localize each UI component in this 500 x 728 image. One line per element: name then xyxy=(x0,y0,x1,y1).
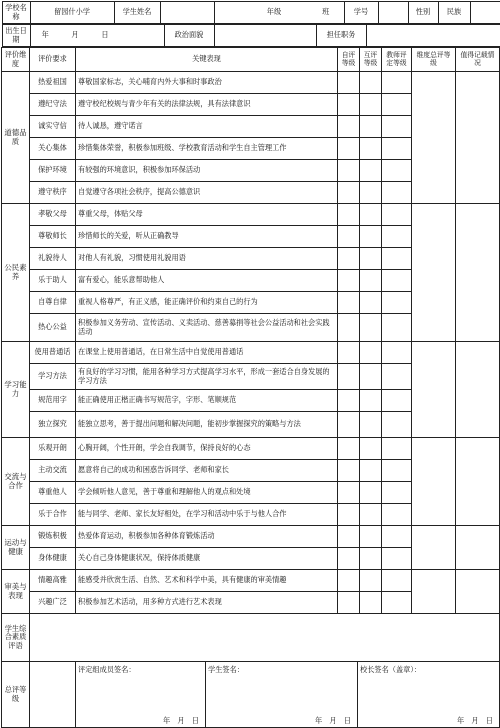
col-notes: 值得记载情况 xyxy=(456,48,500,72)
behavior-text: 珍惜集体荣誉，积极参加班级、学校教育活动和学生自主管理工作 xyxy=(76,138,338,160)
peer-grade-field[interactable] xyxy=(360,292,382,314)
item-label: 乐观开朗 xyxy=(30,438,76,460)
self-grade-field[interactable] xyxy=(338,138,360,160)
principal-sign-cell[interactable] xyxy=(358,662,500,728)
student-sign-cell[interactable] xyxy=(206,662,358,728)
item-label: 独立探究 xyxy=(30,412,76,438)
class-field[interactable] xyxy=(294,2,308,24)
notes-field[interactable] xyxy=(456,526,500,570)
self-grade-field[interactable] xyxy=(338,116,360,138)
dimension-label: 公民素养 xyxy=(2,204,30,342)
teacher-grade-field[interactable] xyxy=(382,342,412,364)
notes-field[interactable] xyxy=(456,72,500,204)
committee-sign-label: 评定组成员签名： xyxy=(78,665,136,674)
behavior-text: 珍惜师长的关爱，听从正确教导 xyxy=(76,226,338,248)
behavior-text: 在课堂上使用普通话，在日常生活中自觉使用普通话 xyxy=(76,342,338,364)
behavior-text: 关心自己身体健康状况，保持体质健康 xyxy=(76,548,338,570)
self-grade-field[interactable] xyxy=(338,412,360,438)
behavior-text: 重视人格尊严，有正义感，能正确评价和约束自己的行为 xyxy=(76,292,338,314)
peer-grade-field[interactable] xyxy=(360,438,382,460)
ethnicity-field[interactable] xyxy=(470,2,500,24)
committee-date: 年 月 日 xyxy=(163,715,199,725)
header-row-2 xyxy=(2,24,500,47)
peer-grade-field[interactable] xyxy=(360,482,382,504)
overall-label: 总评等级 xyxy=(2,662,30,728)
school-name-label: 学校名称 xyxy=(2,2,30,24)
teacher-grade-field[interactable] xyxy=(382,504,412,526)
notes-field[interactable] xyxy=(456,570,500,614)
teacher-grade-field[interactable] xyxy=(382,138,412,160)
peer-grade-field[interactable] xyxy=(360,548,382,570)
self-grade-field[interactable] xyxy=(338,72,360,94)
dimension-label: 道德品质 xyxy=(2,72,30,204)
behavior-text: 能独立思考，善于提出问题和解决问题，能初步掌握探究的策略与方法 xyxy=(76,412,338,438)
column-header-row xyxy=(2,48,500,72)
teacher-grade-field[interactable] xyxy=(382,94,412,116)
self-grade-field[interactable] xyxy=(338,526,360,548)
col-item: 评价要求 xyxy=(30,48,76,72)
behavior-text: 能与同学、老师、家长友好相处，在学习和活动中乐于与他人合作 xyxy=(76,504,338,526)
peer-grade-field[interactable] xyxy=(360,204,382,226)
student-name-field[interactable] xyxy=(160,2,214,24)
self-grade-field[interactable] xyxy=(338,390,360,412)
teacher-grade-field[interactable] xyxy=(382,292,412,314)
duty-label: 担任职务 xyxy=(316,25,366,47)
principal-date: 年 月 日 xyxy=(457,715,493,725)
item-label: 遵守秩序 xyxy=(30,182,76,204)
teacher-grade-field[interactable] xyxy=(382,204,412,226)
teacher-grade-field[interactable] xyxy=(382,526,412,548)
evaluation-table xyxy=(1,1,500,614)
item-label: 情趣高雅 xyxy=(30,570,76,592)
item-label: 使用普通话 xyxy=(30,342,76,364)
principal-sign-label: 校长签名（盖章）： xyxy=(360,665,422,674)
col-self: 自评等级 xyxy=(338,48,360,72)
teacher-grade-field[interactable] xyxy=(382,270,412,292)
peer-grade-field[interactable] xyxy=(360,342,382,364)
gender-label: 性别 xyxy=(408,2,438,24)
committee-sign-cell[interactable] xyxy=(76,662,206,728)
peer-grade-field[interactable] xyxy=(360,504,382,526)
summary-table xyxy=(1,613,500,728)
teacher-grade-field[interactable] xyxy=(382,364,412,390)
item-label: 保护环境 xyxy=(30,160,76,182)
birth-month: 月 xyxy=(60,25,90,47)
teacher-grade-field[interactable] xyxy=(382,160,412,182)
teacher-grade-field[interactable] xyxy=(382,226,412,248)
peer-grade-field[interactable] xyxy=(360,460,382,482)
item-label: 尊重他人 xyxy=(30,482,76,504)
peer-grade-field[interactable] xyxy=(360,390,382,412)
teacher-grade-field[interactable] xyxy=(382,460,412,482)
peer-grade-field[interactable] xyxy=(360,182,382,204)
self-grade-field[interactable] xyxy=(338,94,360,116)
grade-label: 年级 xyxy=(254,2,294,24)
self-grade-field[interactable] xyxy=(338,248,360,270)
duty-field[interactable] xyxy=(366,25,500,47)
table-row xyxy=(2,526,500,548)
comment-label: 学生综合素质评语 xyxy=(2,614,30,662)
behavior-text: 学会倾听他人意见，善于尊重和理解他人的观点和处境 xyxy=(76,482,338,504)
peer-grade-field[interactable] xyxy=(360,592,382,614)
peer-grade-field[interactable] xyxy=(360,570,382,592)
total-grade-field[interactable] xyxy=(412,438,456,526)
table-row xyxy=(2,204,500,226)
peer-grade-field[interactable] xyxy=(360,364,382,390)
total-grade-field[interactable] xyxy=(412,526,456,570)
item-label: 诚实守信 xyxy=(30,116,76,138)
dimension-label: 审美与表现 xyxy=(2,570,30,614)
dimension-label: 交流与合作 xyxy=(2,438,30,526)
item-label: 身体健康 xyxy=(30,548,76,570)
total-grade-field[interactable] xyxy=(412,204,456,342)
item-label: 自尊自律 xyxy=(30,292,76,314)
behavior-text: 尊敬国家标志，关心哺育内外大事和时事政治 xyxy=(76,72,338,94)
behavior-text: 能正确使用正楷正确书写规范字，字形、笔顺规范 xyxy=(76,390,338,412)
self-grade-field[interactable] xyxy=(338,592,360,614)
ethnicity-label: 民族 xyxy=(438,2,470,24)
notes-field[interactable] xyxy=(456,438,500,526)
birth-spacer xyxy=(120,25,164,47)
peer-grade-field[interactable] xyxy=(360,72,382,94)
table-row xyxy=(2,342,500,364)
self-grade-field[interactable] xyxy=(338,482,360,504)
overall-field[interactable] xyxy=(30,662,76,728)
behavior-text: 富有爱心，能乐意帮助他人 xyxy=(76,270,338,292)
behavior-text: 有良好的学习习惯，能用各种学习方式提高学习水平，形成一套适合自身发展的学习方法 xyxy=(76,364,338,390)
item-label: 热心公益 xyxy=(30,314,76,342)
peer-grade-field[interactable] xyxy=(360,270,382,292)
self-grade-field[interactable] xyxy=(338,570,360,592)
self-grade-field[interactable] xyxy=(338,182,360,204)
total-grade-field[interactable] xyxy=(412,342,456,438)
student-name-label: 学生姓名 xyxy=(114,2,160,24)
teacher-grade-field[interactable] xyxy=(382,182,412,204)
self-grade-field[interactable] xyxy=(338,226,360,248)
behavior-text: 心胸开阔，个性开朗，学会自我调节，保持良好的心态 xyxy=(76,438,338,460)
item-label: 规范用字 xyxy=(30,390,76,412)
item-label: 锻炼积极 xyxy=(30,526,76,548)
table-row xyxy=(2,438,500,460)
item-label: 热爱祖国 xyxy=(30,72,76,94)
behavior-text: 待人诚恳，遵守诺言 xyxy=(76,116,338,138)
behavior-text: 自觉遵守各项社会秩序，提高公德意识 xyxy=(76,182,338,204)
item-label: 主动交流 xyxy=(30,460,76,482)
self-grade-field[interactable] xyxy=(338,160,360,182)
self-grade-field[interactable] xyxy=(338,364,360,390)
header-row-1 xyxy=(2,1,500,24)
self-grade-field[interactable] xyxy=(338,292,360,314)
student-id-label: 学号 xyxy=(344,2,378,24)
table-row xyxy=(2,72,500,94)
behavior-text: 积极参加义务劳动、宣传活动、义卖活动、慈善募捐等社会公益活动和社会实践活动 xyxy=(76,314,338,342)
teacher-grade-field[interactable] xyxy=(382,390,412,412)
teacher-grade-field[interactable] xyxy=(382,314,412,342)
peer-grade-field[interactable] xyxy=(360,412,382,438)
birth-year: 年 xyxy=(30,25,60,47)
item-label: 孝敬父母 xyxy=(30,204,76,226)
item-label: 乐于合作 xyxy=(30,504,76,526)
total-grade-field[interactable] xyxy=(412,570,456,614)
peer-grade-field[interactable] xyxy=(360,526,382,548)
self-grade-field[interactable] xyxy=(338,270,360,292)
col-behavior: 关键表现 xyxy=(76,48,338,72)
student-sign-label: 学生签名： xyxy=(208,665,244,674)
behavior-text: 能感受并欣赏生活、自然、艺术和科学中美，具有健康的审美情趣 xyxy=(76,570,338,592)
dimension-label: 学习能力 xyxy=(2,342,30,438)
peer-grade-field[interactable] xyxy=(360,160,382,182)
col-teacher: 教师评定等级 xyxy=(382,48,412,72)
self-grade-field[interactable] xyxy=(338,504,360,526)
item-label: 乐于助人 xyxy=(30,270,76,292)
behavior-text: 积极参加艺术活动，用多种方式进行艺术表现 xyxy=(76,592,338,614)
teacher-grade-field[interactable] xyxy=(382,248,412,270)
behavior-text: 尊重父母，体贴父母 xyxy=(76,204,338,226)
notes-field[interactable] xyxy=(456,204,500,342)
col-peer: 互评等级 xyxy=(360,48,382,72)
self-grade-field[interactable] xyxy=(338,314,360,342)
peer-grade-field[interactable] xyxy=(360,248,382,270)
behavior-text: 愿意将自己的成功和困惑告诉同学、老师和家长 xyxy=(76,460,338,482)
teacher-grade-field[interactable] xyxy=(382,592,412,614)
teacher-grade-field[interactable] xyxy=(382,438,412,460)
item-label: 尊敬师长 xyxy=(30,226,76,248)
grade-field[interactable] xyxy=(214,2,254,24)
teacher-grade-field[interactable] xyxy=(382,72,412,94)
peer-grade-field[interactable] xyxy=(360,94,382,116)
birth-label: 出生日期 xyxy=(2,25,30,47)
school-name-value: 留园什小学 xyxy=(30,2,114,24)
peer-grade-field[interactable] xyxy=(360,314,382,342)
col-total: 维度总评等级 xyxy=(412,48,456,72)
self-grade-field[interactable] xyxy=(338,204,360,226)
political-field[interactable] xyxy=(214,25,316,47)
self-grade-field[interactable] xyxy=(338,460,360,482)
teacher-grade-field[interactable] xyxy=(382,116,412,138)
notes-field[interactable] xyxy=(456,342,500,438)
col-dimension: 评价维度 xyxy=(2,48,30,72)
peer-grade-field[interactable] xyxy=(360,116,382,138)
self-grade-field[interactable] xyxy=(338,548,360,570)
item-label: 兴趣广泛 xyxy=(30,592,76,614)
peer-grade-field[interactable] xyxy=(360,226,382,248)
table-row xyxy=(2,570,500,592)
student-id-field[interactable] xyxy=(378,2,408,24)
teacher-grade-field[interactable] xyxy=(382,412,412,438)
birth-day: 日 xyxy=(90,25,120,47)
peer-grade-field[interactable] xyxy=(360,138,382,160)
political-label: 政治面貌 xyxy=(164,25,214,47)
comment-field[interactable] xyxy=(30,614,500,662)
behavior-text: 对他人有礼貌，习惯使用礼貌用语 xyxy=(76,248,338,270)
teacher-grade-field[interactable] xyxy=(382,548,412,570)
total-grade-field[interactable] xyxy=(412,72,456,204)
dimension-label: 运动与健康 xyxy=(2,526,30,570)
item-label: 学习方法 xyxy=(30,364,76,390)
item-label: 礼貌待人 xyxy=(30,248,76,270)
student-date: 年 月 日 xyxy=(315,715,351,725)
item-label: 关心集体 xyxy=(30,138,76,160)
self-grade-field[interactable] xyxy=(338,438,360,460)
self-grade-field[interactable] xyxy=(338,342,360,364)
class-label: 班 xyxy=(308,2,344,24)
teacher-grade-field[interactable] xyxy=(382,482,412,504)
behavior-text: 热爱体育运动，积极参加各种体育锻炼活动 xyxy=(76,526,338,548)
teacher-grade-field[interactable] xyxy=(382,570,412,592)
behavior-text: 遵守校纪校规与青少年有关的法律法规，具有法律意识 xyxy=(76,94,338,116)
item-label: 遵纪守法 xyxy=(30,94,76,116)
behavior-text: 有较强的环境意识，积极参加环保活动 xyxy=(76,160,338,182)
